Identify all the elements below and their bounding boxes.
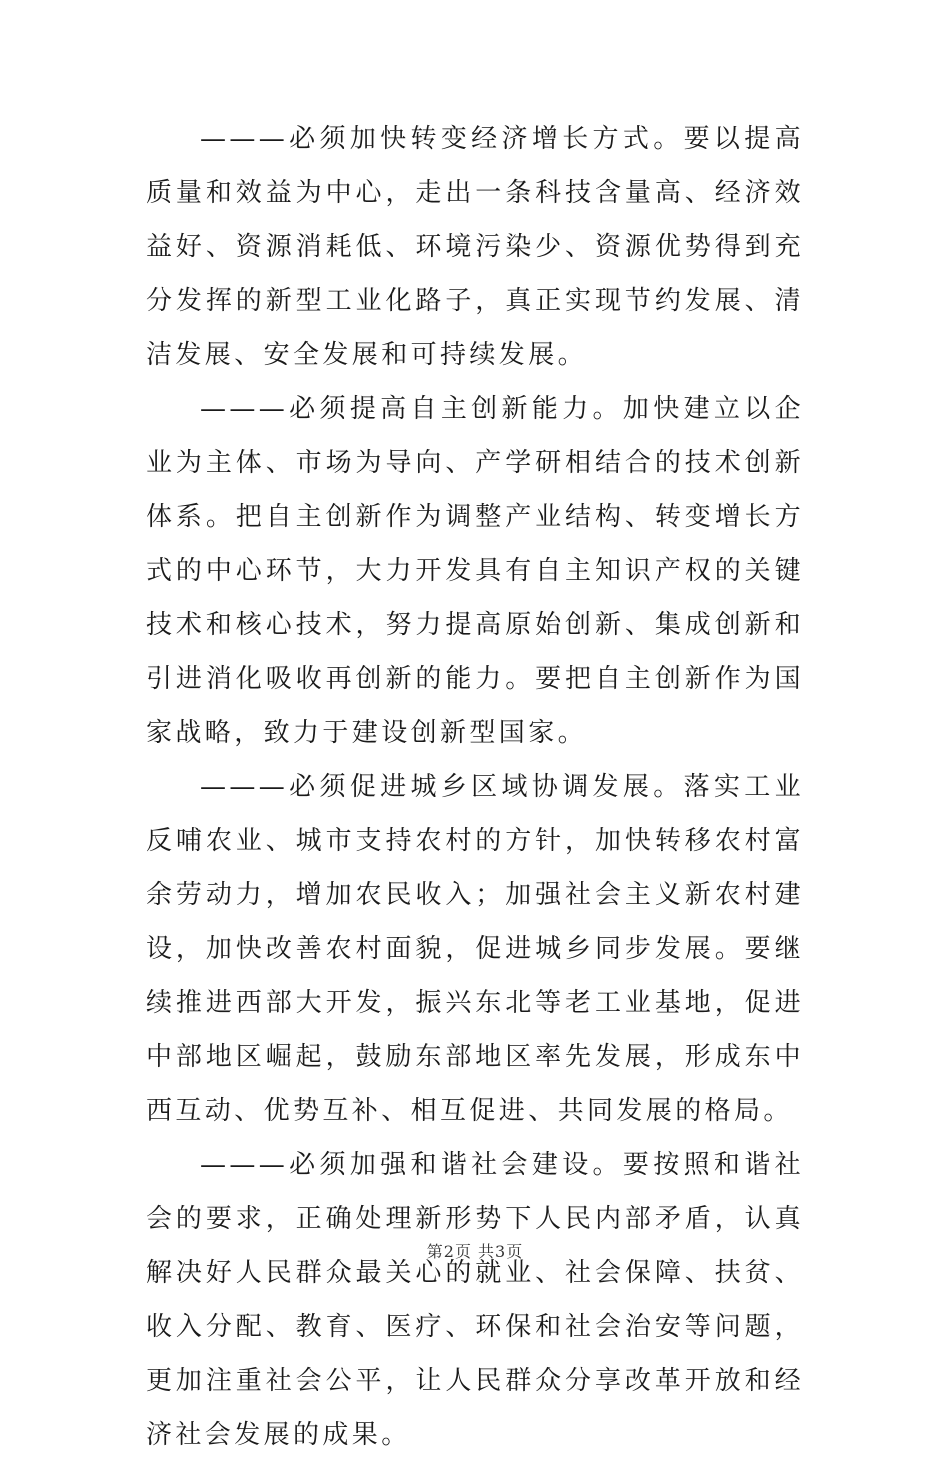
paragraph-economic-growth: ———必须加快转变经济增长方式。要以提高质量和效益为中心，走出一条科技含量高、经济效益好、资源消耗低、环境污染少、资源优势得到充分发挥的新型工业化路子，真正实现节约发展、清洁发展、安全发展和可持续发展。 xyxy=(146,124,804,370)
paragraph-harmonious-society: ———必须加强和谐社会建设。要按照和谐社会的要求，正确处理新形势下人民内部矛盾，认真解决好人民群众最关心的就业、社会保障、扶贫、收入分配、教育、医疗、环保和社会治安等问题，更加注重社会公平，让人民群众分享改革开放和经济社会发展的成果。 xyxy=(146,1150,804,1450)
page-number-footer: 第2页 共3页 xyxy=(426,1242,524,1261)
paragraph-innovation: ———必须提高自主创新能力。加快建立以企业为主体、市场为导向、产学研相结合的技术创新体系。把自主创新作为调整产业结构、转变增长方式的中心环节，大力开发具有自主知识产权的关键技术和核心技术，努力提高原始创新、集成创新和引进消化吸收再创新的能力。要把自主创新作为国家战略，致力于建设创新型国家。 xyxy=(146,394,804,748)
paragraph-urban-rural: ———必须促进城乡区域协调发展。落实工业反哺农业、城市支持农村的方针，加快转移农村富余劳动力，增加农民收入；加强社会主义新农村建设，加快改善农村面貌，促进城乡同步发展。要继续推进西部大开发，振兴东北等老工业基地，促进中部地区崛起，鼓励东部地区率先发展，形成东中西互动、优势互补、相互促进、共同发展的格局。 xyxy=(146,772,804,1126)
